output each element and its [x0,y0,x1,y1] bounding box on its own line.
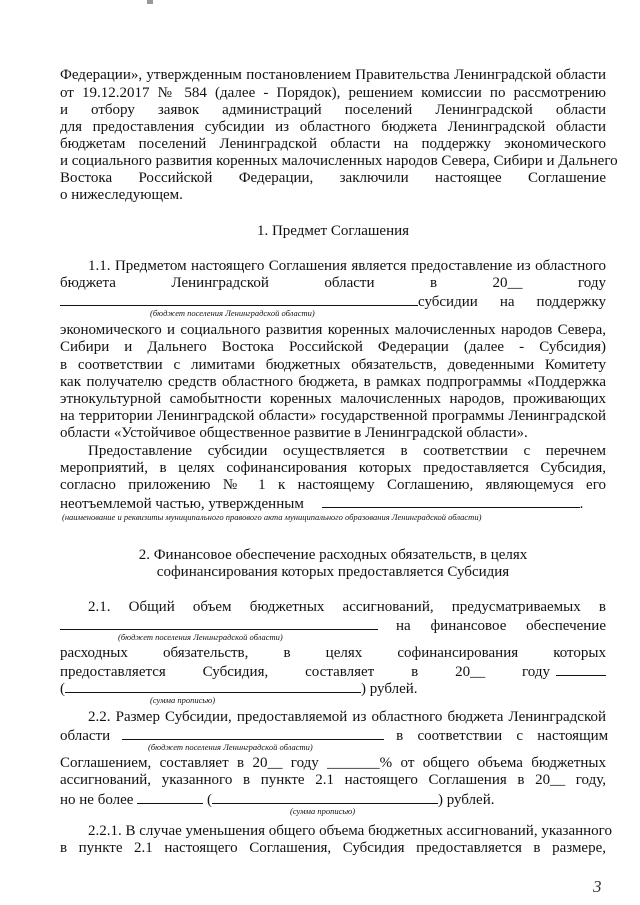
note-sum-2: (сумма прописью) [290,806,356,816]
s2-p22-line-3: Соглашением, составляет в 20__ году _______% от общего объема бюджетных [60,755,606,771]
s1-p2-line-3: согласно приложению № 1 к настоящему Соглашению, являющемуся его [60,477,606,493]
open-paren: ( [60,681,65,697]
intro-line-1: Федерации», утвержденным постановлением Правительства Ленинградской области [60,67,606,83]
s2-p21-line-4-text: предоставляется Субсидия, составляет в 20__ году [60,664,550,680]
s2-p22-line-5-head: но не более [60,792,134,808]
s1-p1-line-8: этнокультурной самобытности коренных малочисленных народов, проживающих [60,391,606,407]
s2-p22-line-1: 2.2. Размер Субсидии, предоставляемой из областного бюджета Ленинградской [88,709,606,725]
intro-line-6: и социального развития коренных малочисленных народов Севера, Сибири и Дальнего [60,153,618,169]
s2-p221-line-2: в пункте 2.1 настоящего Соглашения, Субсидия предоставляется в размере, [60,840,606,856]
budget-blank-2 [60,615,378,630]
s2-p21-line-5 [60,678,606,698]
note-sum: (сумма прописью) [150,695,216,705]
section-1-title: 1. Предмет Соглашения [256,223,410,239]
intro-line-2: от 19.12.2017 № 584 (далее - Порядок), решением комиссии по рассмотрению [60,85,606,101]
note-act: (наименование и реквизиты муниципального правового акта муниципального образования Ленинградской области) [62,512,482,522]
s1-p1-line-3 [60,291,606,311]
scan-mark [147,0,153,4]
intro-line-7: Востока Российской Федерации, заключили настоящее Соглашение [60,170,606,186]
s1-p1-line-7: как получателю средств областного бюджета, в рамках подпрограммы «Поддержка [60,374,606,390]
s1-p1-line-3-tail: субсидии на поддержку [418,294,606,310]
s2-p21-line-1: 2.1. Общий объем бюджетных ассигнований, предусматриваемых в [88,599,606,615]
note-budget-3: (бюджет поселения Ленинградской области) [148,742,313,752]
note-budget: (бюджет поселения Ленинградской области) [150,308,315,318]
note-budget-2: (бюджет поселения Ленинградской области) [118,632,283,642]
s2-p22-line-5: но не более ( ) рублей. [60,789,606,809]
intro-line-8: о нижеследующем. [60,187,183,203]
budget-blank [60,291,418,306]
s1-p2-line-4 [60,493,606,513]
max-amount-blank [137,789,203,804]
amount-blank [556,661,606,676]
s1-p1-line-2: бюджета Ленинградской области в 20__ году [60,275,606,291]
s1-p1-line-1: 1.1. Предметом настоящего Соглашения является предоставление из областного [88,258,606,274]
section-2-title-line-1: 2. Финансовое обеспечение расходных обязательств, в целях [138,547,528,563]
act-blank [322,493,580,508]
s1-p1-line-10: области «Устойчивое общественное развитие в Ленинградской области». [60,425,528,441]
budget-blank-3 [122,725,384,740]
s2-p21-line-2-tail: на финансовое обеспечение [396,618,606,634]
s2-p22-line-4: ассигнований, указанного в пункте 2.1 настоящего Соглашения в 20__ году, [60,772,606,788]
s1-p2-line-1: Предоставление субсидии осуществляется в соответствии с перечнем [88,443,606,459]
s2-p22-line-5-tail: ) рублей. [437,792,495,808]
sum-words-blank [65,678,361,693]
s2-p22-line-2-tail: в соответствии с настоящим [396,728,609,744]
s2-p221-line-1: 2.2.1. В случае уменьшения общего объема бюджетных ассигнований, указанного [88,823,612,839]
s1-p1-line-6: в соответствии с лимитами бюджетных обязательств, доведенными Комитету [60,357,606,373]
s1-p2-line-2: мероприятий, в целях софинансирования которых предоставляется Субсидия, [60,460,606,476]
s1-p2-line-4-text: неотъемлемой частью, утвержденным [60,496,304,512]
s2-p22-line-2-head: области [60,728,111,744]
section-2-title-line-2: софинансирования которых предоставляется Субсидия [156,564,510,580]
s2-p22-line-2 [60,725,609,745]
s1-p1-line-5: Сибири и Дальнего Востока Российской Федерации (далее - Субсидия) [60,339,606,355]
sum-words-blank-2 [212,789,438,804]
s1-p1-line-9: на территории Ленинградской области» государственной программы Ленинградской [60,408,606,424]
intro-line-4: для предоставления субсидии из областного бюджета Ленинградской области [60,119,606,135]
s2-p21-line-5-tail: ) рублей. [361,681,418,697]
s1-p1-line-4: экономического и социального развития коренных малочисленных народов Севера, [60,322,606,338]
s2-p21-line-3: расходных обязательств, в целях софинансирования которых [60,645,606,661]
page-number: 3 [593,877,602,896]
intro-line-3: и отбору заявок администраций поселений Ленинградской области [60,102,606,118]
intro-line-5: бюджетам поселений Ленинградской области на поддержку экономического [60,136,606,152]
period: . [579,496,584,512]
